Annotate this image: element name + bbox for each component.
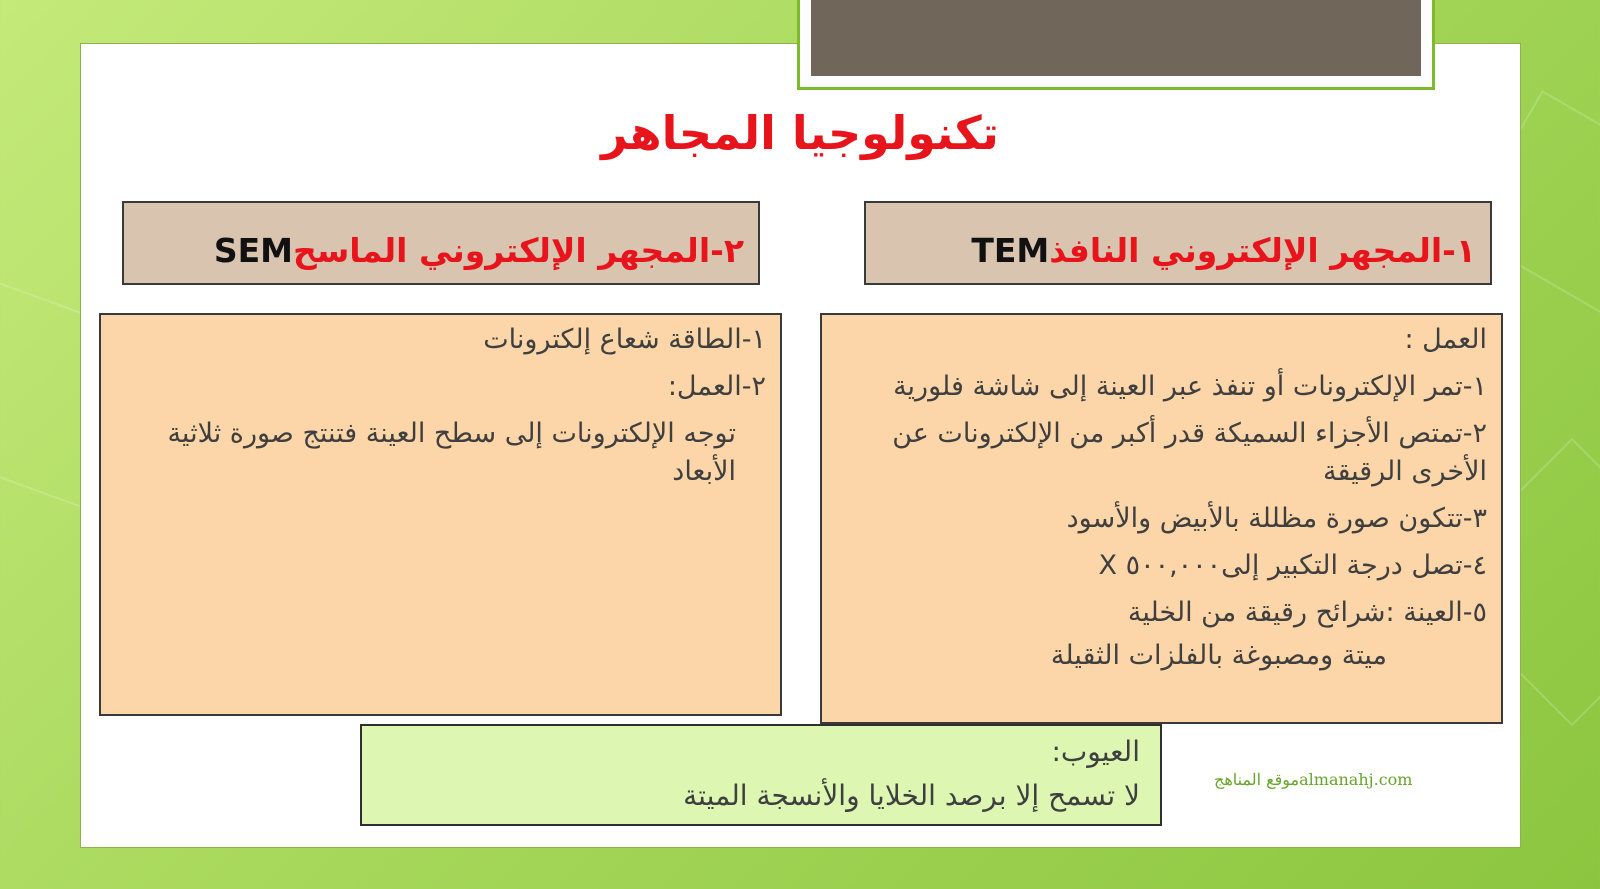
tem-point-5: ٥-العينة :شرائح رقيقة من الخلية — [1127, 597, 1487, 628]
sem-content-box — [99, 313, 782, 716]
flaws-box — [360, 724, 1162, 826]
tem-point-2: ٢-تمتص الأجزاء السميكة قدر أكبر من الإلكترونات عن الأخرى الرقيقة — [892, 418, 1487, 487]
tem-work-label: العمل : — [1404, 324, 1487, 355]
sem-work-text: توجه الإلكترونات إلى سطح العينة فتنتج صورة ثلاثية الأبعاد — [167, 418, 736, 487]
tem-point-5-cont: ميتة ومصبوغة بالفلزات الثقيلة — [1050, 640, 1387, 671]
sem-heading-box — [122, 201, 760, 285]
tem-point-4: ٤-تصل درجة التكبير إلى٥٠٠,٠٠٠ X — [1098, 550, 1487, 581]
tem-heading-text: ١-المجهر الإلكتروني النافذ — [1049, 231, 1476, 270]
tem-point-3: ٣-تتكون صورة مظللة بالأبيض والأسود — [1066, 503, 1487, 534]
sem-energy: ١-الطاقة شعاع إلكترونات — [483, 324, 766, 355]
site-watermark: موقع المناهجalmanahj.com — [1214, 770, 1413, 789]
tem-point-1: ١-تمر الإلكترونات أو تنفذ عبر العينة إلى شاشة فلورية — [893, 371, 1487, 402]
flaws-label: العيوب: — [1051, 735, 1140, 768]
header-tab-panel — [811, 0, 1421, 76]
header-tab — [797, 0, 1435, 90]
tem-heading-box — [864, 201, 1492, 285]
tem-abbr: TEM — [971, 231, 1050, 270]
tem-content-box — [820, 313, 1503, 724]
sem-abbr: SEM — [213, 231, 294, 270]
flaws-text: لا تسمح إلا برصد الخلايا والأنسجة الميتة — [683, 779, 1140, 812]
sem-heading-text: ٢-المجهر الإلكتروني الماسح — [293, 231, 744, 270]
sem-work-label: ٢-العمل: — [667, 371, 766, 402]
slide-title: تكنولوجيا المجاهر — [601, 106, 999, 160]
